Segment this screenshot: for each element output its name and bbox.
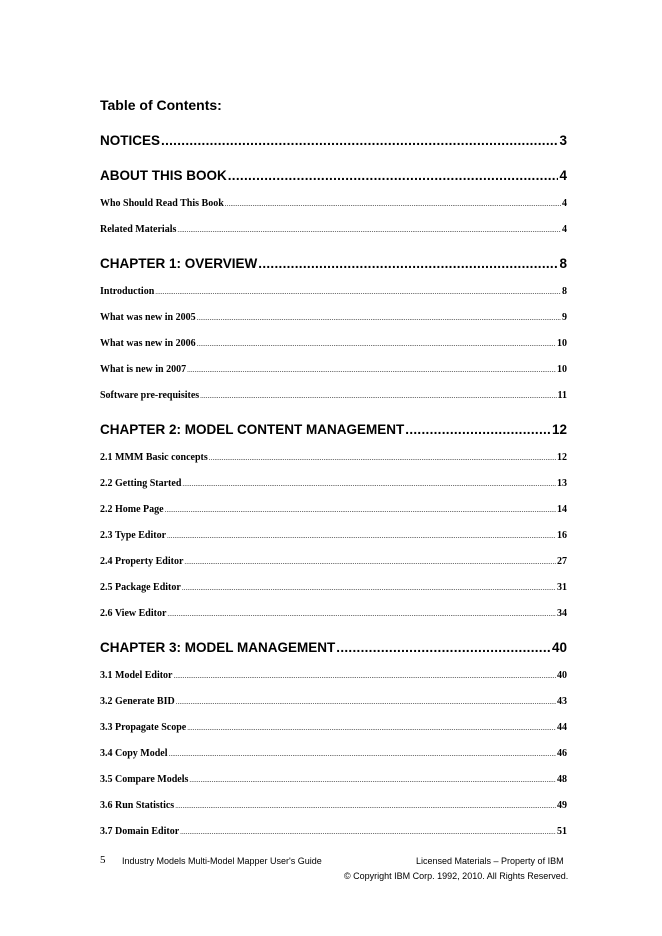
toc-entry-title: 3.6 Run Statistics [100, 800, 175, 811]
toc-entry-title: 2.3 Type Editor [100, 530, 167, 541]
toc-entry-page: 11 [557, 390, 567, 401]
toc-entry-title: 3.7 Domain Editor [100, 826, 180, 837]
footer-copyright: © Copyright IBM Corp. 1992, 2010. All Rights Reserved. [344, 871, 569, 881]
toc-entry-title: 2.6 View Editor [100, 608, 167, 619]
toc-entry-2-5[interactable] [100, 582, 567, 593]
leader-dots [165, 506, 556, 514]
toc-entry-title: Introduction [100, 286, 155, 297]
toc-entry-new-2005[interactable] [100, 312, 567, 323]
leader-dots [228, 168, 559, 183]
leader-dots [209, 454, 556, 462]
toc-entry-page: 34 [557, 608, 567, 619]
toc-entry-page: 13 [557, 478, 567, 489]
leader-dots [177, 226, 561, 234]
leader-dots [184, 558, 556, 566]
toc-entry-title: Related Materials [100, 224, 177, 235]
footer-page-number: 5 [100, 854, 106, 866]
leader-dots [180, 828, 556, 836]
toc-entry-introduction[interactable] [100, 286, 567, 297]
leader-dots [169, 750, 557, 758]
toc-entry-title: Software pre-requisites [100, 390, 200, 401]
toc-entry-chapter-3[interactable] [100, 640, 567, 655]
toc-heading: Table of Contents: [100, 97, 222, 113]
toc-entry-page: 12 [551, 422, 567, 437]
toc-entry-title: 3.5 Compare Models [100, 774, 189, 785]
leader-dots [155, 288, 561, 296]
leader-dots [174, 672, 557, 680]
toc-entry-page: 9 [562, 312, 567, 323]
toc-entry-page: 44 [557, 722, 567, 733]
toc-entry-title: 3.1 Model Editor [100, 670, 173, 681]
toc-entry-new-2007[interactable] [100, 364, 567, 375]
leader-dots [161, 133, 558, 148]
toc-entry-title: 2.2 Home Page [100, 504, 164, 515]
toc-entry-page: 46 [557, 748, 567, 759]
footer-license: Licensed Materials – Property of IBM [416, 856, 564, 866]
toc-entry-chapter-1[interactable] [100, 256, 567, 271]
footer-document-title: Industry Models Multi-Model Mapper User's Guide [122, 856, 322, 866]
toc-entry-title: 2.1 MMM Basic concepts [100, 452, 208, 463]
toc-entry-title: What is new in 2007 [100, 364, 187, 375]
leader-dots [187, 366, 556, 374]
toc-entry-chapter-2[interactable] [100, 422, 567, 437]
toc-entry-page: 40 [551, 640, 567, 655]
toc-entry-page: 16 [557, 530, 567, 541]
toc-entry-page: 8 [559, 256, 567, 271]
leader-dots [197, 340, 556, 348]
toc-entry-who-should-read[interactable] [100, 198, 567, 209]
toc-entry-title: 3.2 Generate BID [100, 696, 175, 707]
toc-entry-page: 51 [557, 826, 567, 837]
toc-entry-title: CHAPTER 3: MODEL MANAGEMENT [100, 640, 336, 655]
toc-entry-title: 2.5 Package Editor [100, 582, 181, 593]
toc-entry-page: 14 [557, 504, 567, 515]
toc-entry-2-1[interactable] [100, 452, 567, 463]
toc-entry-title: 2.4 Property Editor [100, 556, 184, 567]
leader-dots [182, 584, 556, 592]
leader-dots [197, 314, 561, 322]
toc-entry-3-7[interactable] [100, 826, 567, 837]
toc-entry-3-6[interactable] [100, 800, 567, 811]
toc-entry-2-3[interactable] [100, 530, 567, 541]
leader-dots [187, 724, 556, 732]
leader-dots [176, 698, 556, 706]
toc-entry-title: NOTICES [100, 133, 161, 148]
toc-entry-page: 4 [562, 198, 567, 209]
toc-entry-page: 48 [557, 774, 567, 785]
toc-entry-notices[interactable] [100, 133, 567, 148]
toc-entry-software-prereqs[interactable] [100, 390, 567, 401]
leader-dots [258, 256, 558, 271]
toc-entry-page: 10 [557, 338, 567, 349]
toc-entry-page: 40 [557, 670, 567, 681]
toc-entry-title: CHAPTER 2: MODEL CONTENT MANAGEMENT [100, 422, 405, 437]
toc-entry-page: 12 [557, 452, 567, 463]
toc-entry-title: What was new in 2005 [100, 312, 196, 323]
toc-entry-page: 3 [559, 133, 567, 148]
toc-entry-2-2-getting-started[interactable] [100, 478, 567, 489]
toc-entry-3-5[interactable] [100, 774, 567, 785]
leader-dots [336, 640, 551, 655]
toc-entry-title: 2.2 Getting Started [100, 478, 182, 489]
toc-entry-title: 3.3 Propagate Scope [100, 722, 187, 733]
toc-entry-page: 10 [557, 364, 567, 375]
leader-dots [225, 200, 561, 208]
leader-dots [405, 422, 551, 437]
toc-entry-page: 4 [559, 168, 567, 183]
toc-entry-page: 27 [557, 556, 567, 567]
toc-entry-3-3[interactable] [100, 722, 567, 733]
toc-entry-title: Who Should Read This Book [100, 198, 224, 209]
toc-entry-page: 43 [557, 696, 567, 707]
leader-dots [182, 480, 556, 488]
toc-entry-page: 49 [557, 800, 567, 811]
toc-entry-new-2006[interactable] [100, 338, 567, 349]
toc-entry-title: What was new in 2006 [100, 338, 196, 349]
toc-entry-2-4[interactable] [100, 556, 567, 567]
toc-entry-title: ABOUT THIS BOOK [100, 168, 227, 183]
leader-dots [167, 532, 556, 540]
toc-entry-about-this-book[interactable] [100, 168, 567, 183]
toc-entry-title: CHAPTER 1: OVERVIEW [100, 256, 258, 271]
toc-entry-3-4[interactable] [100, 748, 567, 759]
toc-entry-page: 31 [557, 582, 567, 593]
leader-dots [189, 776, 556, 784]
toc-entry-2-6[interactable] [100, 608, 567, 619]
toc-entry-title: 3.4 Copy Model [100, 748, 168, 759]
toc-entry-page: 8 [562, 286, 567, 297]
toc-entry-3-1[interactable] [100, 670, 567, 681]
toc-entry-3-2[interactable] [100, 696, 567, 707]
leader-dots [167, 610, 556, 618]
toc-entry-2-2-home-page[interactable] [100, 504, 567, 515]
leader-dots [200, 392, 556, 400]
leader-dots [175, 802, 556, 810]
toc-entry-related-materials[interactable] [100, 224, 567, 235]
toc-entry-page: 4 [562, 224, 567, 235]
